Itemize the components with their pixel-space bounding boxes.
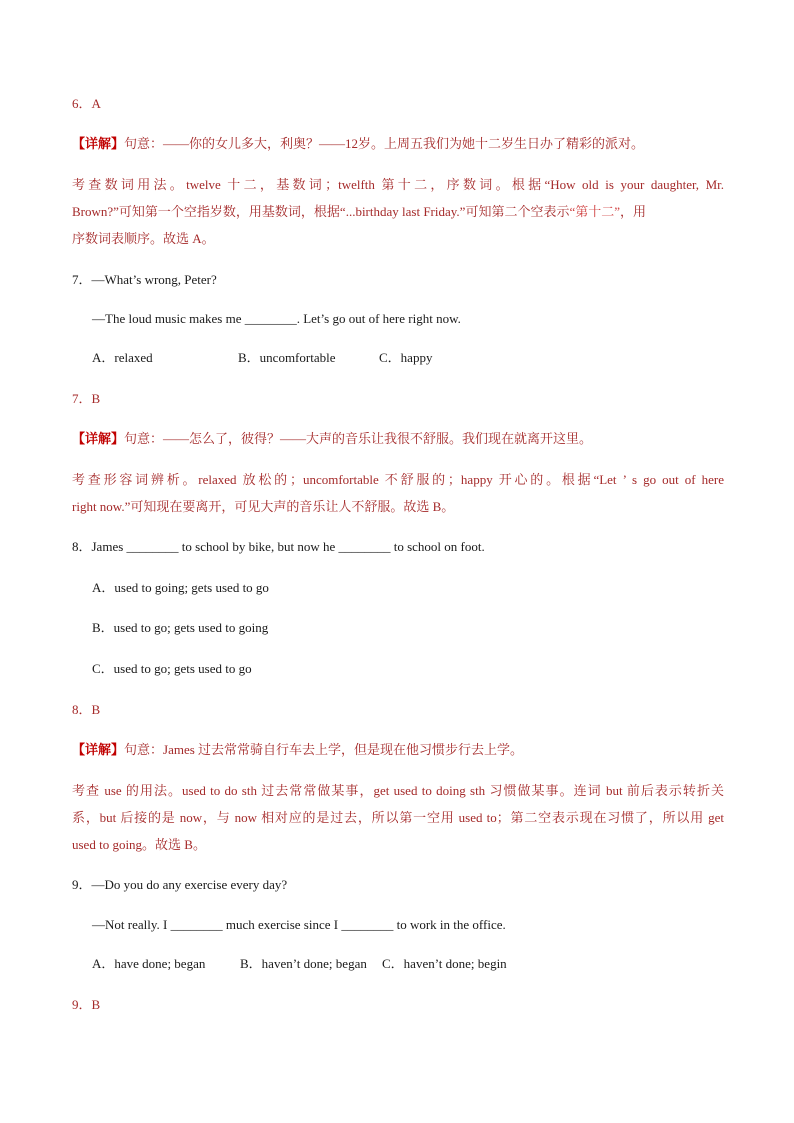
q7-answer: 7．B bbox=[72, 391, 101, 406]
q6-analysis-line2 bbox=[72, 203, 724, 221]
q8-option-b: B．used to go; gets used to going bbox=[92, 620, 269, 635]
q9-line2: —Not really. I ________ much exercise since I ________ to work in the office. bbox=[92, 917, 506, 932]
q6-answer: 6．A bbox=[72, 96, 101, 111]
q6-analysis-line2c: ，用 bbox=[620, 204, 647, 219]
q7-option-c: C．happy bbox=[379, 350, 433, 365]
q7-detail-tag: 【详解】 bbox=[72, 431, 125, 446]
q8-detail-text: 句意：James 过去常常骑自行车去上学，但是现在他习惯步行去上学。 bbox=[124, 742, 524, 757]
q8-stem: 8．James ________ to school by bike, but now he ________ to school on foot. bbox=[72, 539, 485, 554]
q8-detail-tag: 【详解】 bbox=[72, 742, 125, 757]
q6-analysis-line2b: “第十二” bbox=[569, 204, 620, 219]
q6-analysis-line3: 序数词表顺序。故选 A。 bbox=[72, 231, 215, 246]
q9-stem: 9．—Do you do any exercise every day? bbox=[72, 877, 288, 892]
q9-option-a: A．have done; began bbox=[92, 956, 206, 971]
q8-answer: 8．B bbox=[72, 702, 101, 717]
q8-detail bbox=[72, 741, 724, 759]
q6-detail-text: 句意：——你的女儿多大，利奥？——12岁。上周五我们为她十二岁生日办了精彩的派对。 bbox=[124, 136, 645, 151]
q6-analysis-line1: 考查数词用法。twelve 十二，基数词；twelfth 第十二，序数词。根据“How old is your daughter, Mr. bbox=[72, 177, 724, 192]
q7-options bbox=[92, 349, 744, 367]
q8-option-c: C．used to go; gets used to go bbox=[92, 661, 252, 676]
q7-detail-text: 句意：——怎么了，彼得？——大声的音乐让我很不舒服。我们现在就离开这里。 bbox=[124, 431, 593, 446]
q7-stem: 7．—What’s wrong, Peter? bbox=[72, 272, 217, 287]
q8-analysis-line3: used to going。故选 B。 bbox=[72, 837, 206, 852]
q8-analysis-line1: 考查 use 的用法。used to do sth 过去常常做某事，get used to doing sth 习惯做某事。连词 but 前后表示转折关 bbox=[72, 783, 724, 798]
q7-option-b: B．uncomfortable bbox=[238, 350, 336, 365]
q7-analysis-line2: right now.”可知现在要离开，可见大声的音乐让人不舒服。故选 B。 bbox=[72, 499, 455, 514]
q6-detail-tag: 【详解】 bbox=[72, 136, 125, 151]
q6-detail bbox=[72, 135, 724, 153]
q9-options bbox=[92, 955, 744, 973]
q7-detail bbox=[72, 430, 724, 448]
q6-analysis-line2a: Brown?”可知第一个空指岁数，用基数词，根据“...birthday last Friday.”可知第二个空表示 bbox=[72, 204, 570, 219]
q7-line2: —The loud music makes me ________. Let’s go out of here right now. bbox=[92, 311, 461, 326]
q9-option-b: B．haven’t done; began bbox=[240, 956, 367, 971]
q7-option-a: A．relaxed bbox=[92, 350, 153, 365]
q7-analysis-line1: 考查形容词辨析。relaxed 放松的；uncomfortable 不舒服的；happy 开心的。根据“Let ’ s go out of here bbox=[72, 472, 724, 487]
q8-analysis-line2: 系，but 后接的是 now，与 now 相对应的是过去，所以第一空用 used to；第二空表示现在习惯了，所以用 get bbox=[72, 810, 724, 825]
q8-option-a: A．used to going; gets used to go bbox=[92, 580, 269, 595]
q9-option-c: C．haven’t done; begin bbox=[382, 956, 507, 971]
q9-answer: 9．B bbox=[72, 997, 101, 1012]
